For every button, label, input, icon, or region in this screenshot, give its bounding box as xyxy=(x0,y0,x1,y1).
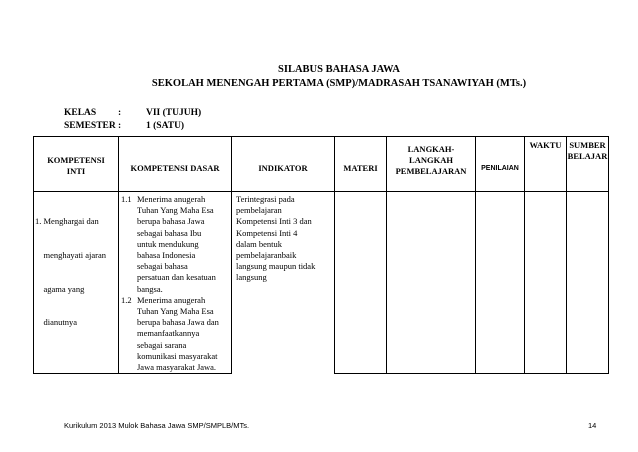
indikator-line: langsung xyxy=(236,272,267,283)
kd-item-1-2 xyxy=(119,295,231,373)
indikator-line: pembelajaran xyxy=(236,205,282,216)
cell-penilaian xyxy=(476,192,525,374)
header-kompetensi-inti-line1: KOMPETENSI xyxy=(47,155,105,165)
ki-line: 1. Menghargai dan xyxy=(35,216,99,227)
header-waktu xyxy=(525,137,567,192)
kd-line: sebagai bahasa xyxy=(137,261,188,272)
kd-line: persatuan dan kesatuan xyxy=(137,272,216,283)
semester-value: 1 (SATU) xyxy=(146,121,185,131)
header-langkah-line3: PEMBELAJARAN xyxy=(395,165,467,176)
ki-line: dianutnya xyxy=(35,317,78,328)
header-sumber-belajar xyxy=(567,137,609,192)
header-indikator-text: INDIKATOR xyxy=(258,162,308,173)
indikator-line: Kompetensi Inti 4 xyxy=(236,227,298,238)
kd-line: memanfaatkannya xyxy=(137,328,200,339)
indikator-line: Terintegrasi pada xyxy=(236,194,295,204)
kd-line: Tuhan Yang Maha Esa xyxy=(137,205,214,216)
cell-kompetensi-dasar xyxy=(119,192,232,374)
document-subtitle: SEKOLAH MENENGAH PERTAMA (SMP)/MADRASAH TSANAWIYAH (MTs.) xyxy=(151,78,527,89)
ki-line: menghayati ajaran xyxy=(35,250,107,261)
indikator-line: pembelajaranbaik xyxy=(236,250,297,261)
cell-kompetensi-inti xyxy=(34,192,119,374)
kd-item-1-1 xyxy=(119,194,231,295)
cell-materi xyxy=(335,192,387,374)
kd-number: 1.1 xyxy=(121,194,132,204)
kd-line: komunikasi masyarakat xyxy=(137,350,218,361)
header-langkah-line1: LANGKAH- xyxy=(407,143,455,154)
header-penilaian xyxy=(476,137,525,192)
kelas-value: VII (TUJUH) xyxy=(146,108,202,118)
indikator-line: dalam bentuk xyxy=(236,238,283,249)
kd-line: Tuhan Yang Maha Esa xyxy=(137,306,214,317)
semester-label: SEMESTER xyxy=(64,121,116,131)
table-row xyxy=(34,192,609,374)
cell-waktu xyxy=(525,192,567,374)
header-langkah-pembelajaran xyxy=(387,137,476,192)
header-sumber-line1: SUMBER xyxy=(569,140,606,150)
header-sumber-line2: BELAJAR xyxy=(567,151,608,161)
footer-text: Kurikulum 2013 Mulok Bahasa Jawa SMP/SMPLB/MTs. xyxy=(64,421,250,430)
indikator-line: langsung maupun tidak xyxy=(236,261,316,272)
cell-indikator xyxy=(232,192,335,374)
kd-line: Jawa masyarakat Jawa. xyxy=(137,362,217,373)
kd-line: Menerima anugerah xyxy=(137,194,206,204)
kelas-separator: : xyxy=(118,108,122,118)
cell-sumber-belajar xyxy=(567,192,609,374)
silabus-table xyxy=(33,136,609,374)
header-kompetensi-inti xyxy=(34,137,119,192)
kd-line: untuk mendukung xyxy=(137,238,199,249)
kd-line: bangsa. xyxy=(137,283,163,294)
kelas-label: KELAS xyxy=(64,108,97,118)
kd-line: berupa bahasa Jawa dan xyxy=(137,317,219,328)
header-kompetensi-inti-line2: INTI xyxy=(66,166,86,176)
document-title: SILABUS BAHASA JAWA xyxy=(278,64,400,75)
header-langkah-line2: LANGKAH xyxy=(409,154,453,165)
header-kompetensi-dasar-text: KOMPETENSI DASAR xyxy=(130,162,220,173)
kd-line: sebagai sarana xyxy=(137,339,187,350)
kd-number: 1.2 xyxy=(121,294,132,305)
cell-langkah-pembelajaran xyxy=(387,192,476,374)
indikator-line: Kompetensi Inti 3 dan xyxy=(236,216,312,227)
header-waktu-text: WAKTU xyxy=(529,140,562,150)
header-materi-text: MATERI xyxy=(343,162,378,173)
kd-line: bahasa Indonesia xyxy=(137,250,196,261)
kd-line: sebagai bahasa Ibu xyxy=(137,227,202,238)
header-materi xyxy=(335,137,387,192)
kd-line: berupa bahasa Jawa xyxy=(137,216,205,227)
semester-separator: : xyxy=(118,121,122,131)
table-header-row xyxy=(34,137,609,192)
kd-line: Menerima anugerah xyxy=(137,294,206,305)
header-kompetensi-dasar xyxy=(119,137,232,192)
page-number: 14 xyxy=(588,421,597,430)
header-penilaian-text: PENILAIAN xyxy=(481,164,519,172)
ki-line: agama yang xyxy=(35,283,85,294)
header-indikator xyxy=(232,137,335,192)
